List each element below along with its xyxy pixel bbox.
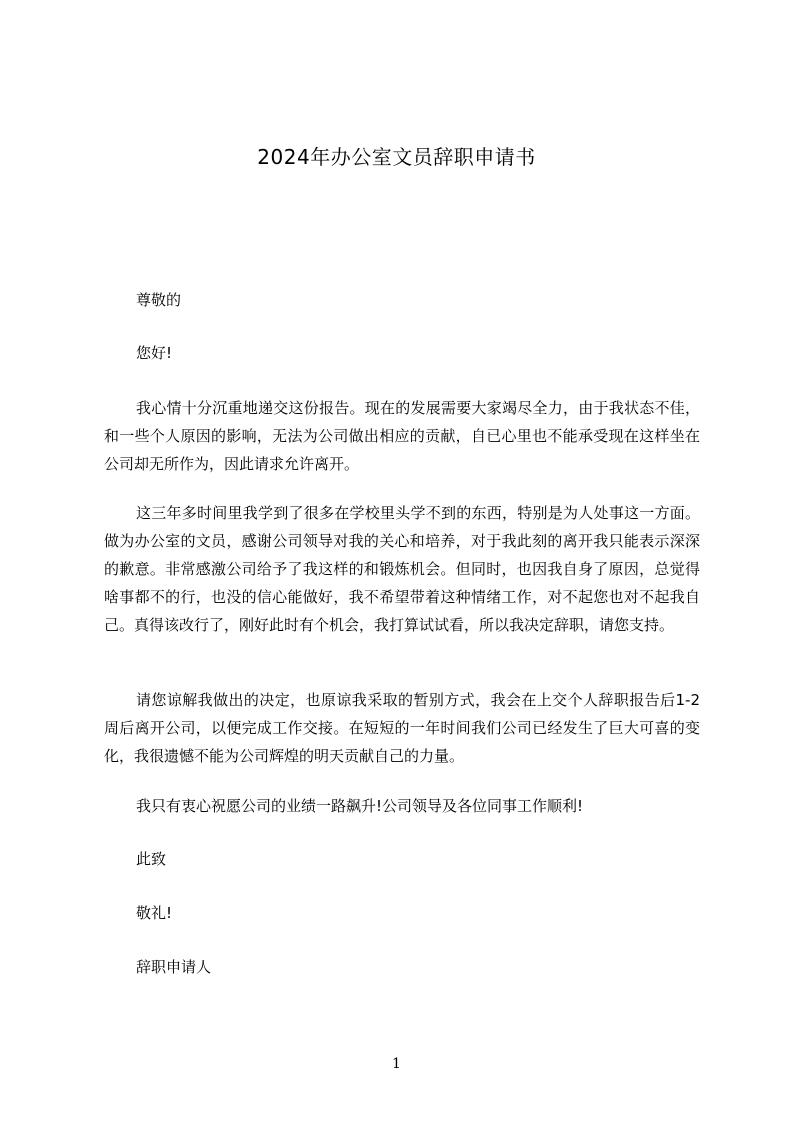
closing-jingli: 敬礼! [136, 904, 173, 922]
paragraph-1: 我心情十分沉重地递交这份报告。现在的发展需要大家竭尽全力，由于我状态不佳，和一些个人原因的影响，无法为公司做出相应的贡献，自已心里也不能承受现在这样坐在公司却无所作为，因此请求允许离开。 [104, 399, 700, 473]
paragraph-3: 请您谅解我做出的决定，也原谅我采取的暂别方式，我会在上交个人辞职报告后1-2周后离开公司，以便完成工作交接。在短短的一年时间我们公司已经发生了巨大可喜的变化，我很遗憾不能为公司辉煌的明天贡献自己的力量。 [104, 691, 700, 765]
paragraph-2: 这三年多时间里我学到了很多在学校里头学不到的东西，特别是为人处事这一方面。做为办公室的文员，感谢公司领导对我的关心和培养，对于我此刻的离开我只能表示深深的歉意。非常感激公司给予了我这样的和锻炼机会。但同时，也因我自身了原因，总觉得啥事都不的行，也没的信心能做好，我不希望带着这种情绪工作，对不起您也对不起我自己。真得该改行了，刚好此时有个机会，我打算试试看，所以我决定辞职，请您支持。 [104, 504, 700, 634]
signature-label: 辞职申请人 [136, 958, 212, 976]
salutation: 尊敬的 [136, 291, 182, 309]
document-title: 2024年办公室文员辞职申请书 [257, 145, 536, 169]
paragraph-4: 我只有衷心祝愿公司的业绩一路飙升!公司领导及各位同事工作顺利! [136, 797, 584, 815]
page-number: 1 [392, 1056, 401, 1072]
closing-cizhi: 此致 [136, 850, 167, 868]
greeting: 您好! [136, 344, 173, 362]
